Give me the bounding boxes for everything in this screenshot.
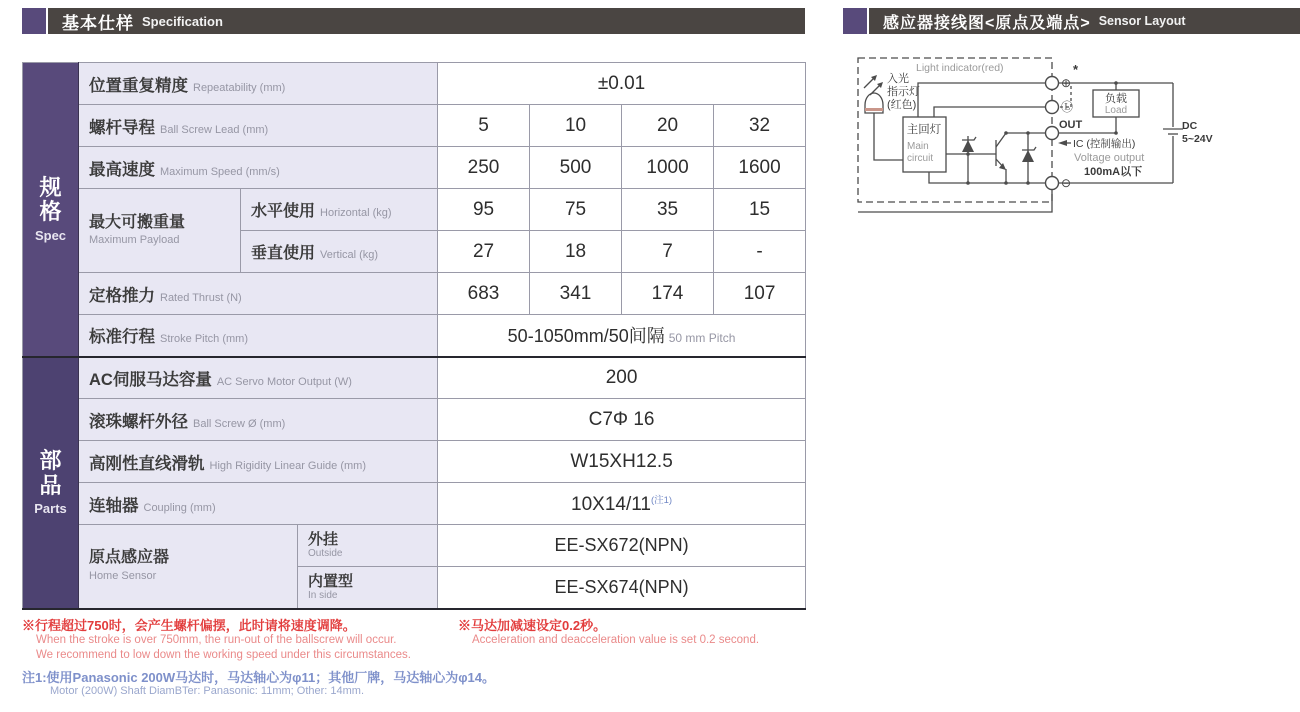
spec-header-cn: 基本仕样	[62, 13, 134, 33]
sensor-header-cn: 感应器接线图<原点及端点>	[883, 14, 1091, 32]
row-label-horizontal	[241, 189, 438, 231]
main-circuit-en2: circuit	[907, 153, 934, 164]
label-en: AC Servo Motor Output (W)	[216, 375, 352, 388]
footnote-accel-cn: ※马达加减速设定0.2秒。	[458, 618, 607, 633]
value-horizontal-1: 95	[438, 189, 530, 231]
sensor-header-en: Sensor Layout	[1098, 14, 1186, 28]
row-label-vertical	[241, 231, 438, 273]
ic-output-arrow	[1058, 140, 1071, 146]
value-vertical-2: 18	[530, 231, 622, 273]
transistor-symbol	[996, 131, 1008, 185]
zener-diode-1	[962, 136, 976, 185]
value-horizontal-2: 75	[530, 189, 622, 231]
light-indicator-label: Light indicator(red)	[916, 62, 1004, 74]
row-label-guide	[79, 441, 438, 483]
row-label-ballscrew	[79, 399, 438, 441]
coupling-value: 10X14/11	[571, 493, 651, 515]
label-en: Horizontal (kg)	[320, 207, 392, 219]
row-label-coupling	[79, 483, 438, 525]
value-vertical-3: 7	[622, 231, 714, 273]
table-row	[23, 483, 806, 525]
value-horizontal-3: 35	[622, 189, 714, 231]
value-speed-2: 500	[530, 147, 622, 189]
footnote-motor-cn: 注1:使用Panasonic 200W马达时，马达轴心为φ11；其他厂牌，马达轴心为φ14。	[22, 670, 495, 685]
row-label-motor	[79, 357, 438, 399]
value-thrust-4: 107	[714, 273, 806, 315]
table-row	[23, 357, 806, 399]
label-cn: 内置型	[308, 572, 354, 590]
accent-square	[22, 8, 46, 34]
spec-table	[22, 62, 806, 610]
row-label-repeatability	[79, 63, 438, 105]
section-parts-en: Parts	[34, 501, 67, 517]
value-thrust-2: 341	[530, 273, 622, 315]
row-label-inside	[298, 567, 438, 609]
label-cn: 滚珠螺杆外径	[89, 412, 188, 431]
label-en: Ball Screw Ø (mm)	[193, 417, 286, 430]
light-cn-3: (红色)	[887, 99, 917, 111]
label-cn: 连轴器	[89, 496, 139, 515]
star-mark: *	[1073, 62, 1079, 77]
value-outside: EE-SX672(NPN)	[438, 525, 806, 567]
table-row	[23, 105, 806, 147]
footnote-stroke-en2: We recommend to low down the working speed under this circumstances.	[36, 649, 411, 661]
label-cn: 水平使用	[251, 203, 316, 220]
section-parts-cn: 部品	[39, 447, 62, 498]
label-en: Coupling (mm)	[143, 501, 216, 514]
label-cn: AC伺服马达容量	[89, 370, 212, 389]
label-cn: 外挂	[308, 530, 339, 548]
section-label-spec	[23, 63, 79, 357]
battery-symbol	[1163, 83, 1183, 183]
coupling-footnote-ref: (注1)	[650, 494, 673, 506]
value-thrust-1: 683	[438, 273, 530, 315]
main-circuit-en1: Main	[907, 141, 929, 152]
footnote-motor-en: Motor (200W) Shaft DiamBTer: Panasonic: 11mm; Other: 14mm.	[50, 685, 365, 697]
spec-header-en: Specification	[142, 13, 223, 29]
plus-terminal-glyph: ⊕	[1061, 76, 1072, 90]
label-cn: 垂直使用	[251, 245, 316, 262]
row-label-thrust	[79, 273, 438, 315]
sensor-wiring-diagram	[856, 50, 1300, 220]
l-terminal-glyph: Ⓛ	[1061, 100, 1074, 114]
current-limit-label: 100mA以下	[1084, 166, 1143, 178]
dc-voltage-label: 5~24V	[1182, 133, 1213, 145]
zener-diode-2	[1022, 131, 1036, 185]
footnote-stroke-cn: ※行程超过750时，会产生螺杆偏摆，此时请将速度调降。	[22, 618, 356, 633]
accent-square	[843, 8, 867, 34]
value-vertical-1: 27	[438, 231, 530, 273]
label-en: Vertical (kg)	[320, 249, 379, 261]
value-speed-1: 250	[438, 147, 530, 189]
load-en: Load	[1104, 105, 1128, 116]
footnote-accel-en: Acceleration and deacceleration value is set 0.2 second.	[472, 634, 760, 646]
stroke-value-cn: 50-1050mm/50间隔	[507, 326, 665, 347]
label-en: Maximum Payload	[89, 234, 180, 247]
table-row	[23, 273, 806, 315]
value-lead-2: 10	[530, 105, 622, 147]
voltage-output-label: Voltage output	[1074, 152, 1145, 164]
table-row	[23, 315, 806, 357]
label-en: Ball Screw Lead (mm)	[160, 123, 269, 136]
value-speed-3: 1000	[622, 147, 714, 189]
value-lead-1: 5	[438, 105, 530, 147]
label-en: Stroke Pitch (mm)	[160, 333, 249, 346]
out-terminal-label: OUT	[1059, 119, 1083, 131]
section-label-parts	[23, 357, 79, 609]
table-row	[23, 63, 806, 105]
value-repeatability: ±0.01	[438, 63, 806, 105]
label-cn: 高刚性直线滑轨	[89, 454, 205, 473]
label-en: Rated Thrust (N)	[160, 291, 242, 304]
value-horizontal-4: 15	[714, 189, 806, 231]
value-speed-4: 1600	[714, 147, 806, 189]
light-cn-1: 入光	[887, 73, 909, 85]
table-row	[23, 147, 806, 189]
row-label-home-sensor	[79, 525, 298, 609]
row-label-lead	[79, 105, 438, 147]
ic-output-label: IC (控制输出)	[1073, 138, 1136, 150]
bottom-exit-wire	[858, 190, 1052, 212]
section-spec-en: Spec	[34, 227, 67, 243]
row-label-speed	[79, 147, 438, 189]
table-row	[23, 525, 806, 567]
dc-label: DC	[1182, 120, 1198, 132]
value-motor: 200	[438, 357, 806, 399]
table-row	[23, 399, 806, 441]
label-en: High Rigidity Linear Guide (mm)	[209, 459, 366, 472]
spec-section-header	[48, 8, 805, 34]
table-row	[23, 441, 806, 483]
label-en: Maximum Speed (mm/s)	[160, 165, 280, 178]
row-label-outside	[298, 525, 438, 567]
label-cn: 最高速度	[89, 160, 155, 179]
value-guide: W15XH12.5	[438, 441, 806, 483]
load-cn: 负载	[1105, 93, 1127, 105]
value-coupling	[438, 483, 806, 525]
label-en: Repeatability (mm)	[193, 81, 286, 94]
minus-terminal-glyph: ⊖	[1061, 176, 1072, 190]
value-vertical-4: -	[714, 231, 806, 273]
label-en: Home Sensor	[89, 569, 157, 582]
label-en: In side	[308, 589, 338, 601]
sensor-section-header	[869, 8, 1300, 34]
label-cn: 原点感应器	[89, 549, 170, 567]
label-en: Outside	[308, 548, 343, 560]
label-cn: 最大可搬重量	[89, 213, 186, 231]
value-lead-3: 20	[622, 105, 714, 147]
footnote-stroke-en1: When the stroke is over 750mm, the run-out of the ballscrew will occur.	[36, 634, 397, 646]
value-lead-4: 32	[714, 105, 806, 147]
value-inside: EE-SX674(NPN)	[438, 567, 806, 609]
row-label-payload	[79, 189, 241, 273]
row-label-stroke	[79, 315, 438, 357]
light-cn-2: 指示灯	[887, 86, 920, 98]
stroke-value-en: 50 mm Pitch	[668, 331, 736, 346]
section-spec-cn: 规格	[39, 174, 62, 225]
main-circuit-cn: 主回灯	[906, 124, 942, 136]
value-ballscrew: C7Φ 16	[438, 399, 806, 441]
table-row	[23, 189, 806, 231]
value-thrust-3: 174	[622, 273, 714, 315]
label-cn: 螺杆导程	[89, 118, 155, 137]
value-stroke	[438, 315, 806, 357]
label-cn: 定格推力	[89, 286, 155, 305]
label-cn: 位置重复精度	[89, 76, 188, 95]
label-cn: 标准行程	[89, 328, 155, 347]
